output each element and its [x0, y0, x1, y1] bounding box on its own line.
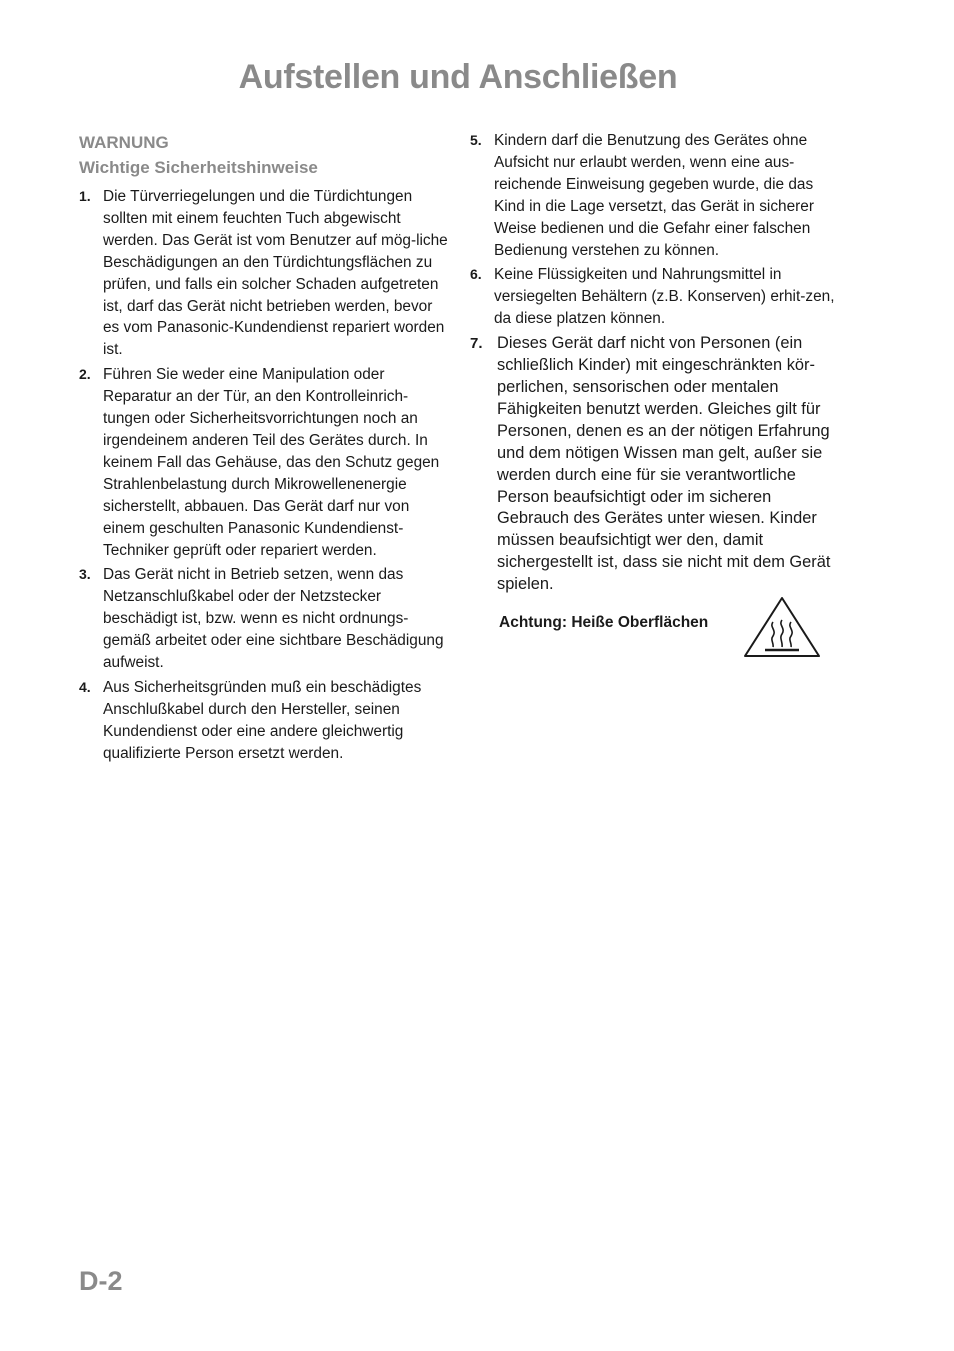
- item-number: 5.: [470, 132, 482, 148]
- item-number: 1.: [79, 188, 91, 204]
- page-number: D-2: [79, 1266, 123, 1296]
- right-column: [470, 130, 842, 599]
- warning-heading: WARNUNG: [79, 133, 169, 152]
- item-number: 3.: [79, 566, 91, 583]
- item-number: 2.: [79, 366, 91, 383]
- list-item: [79, 364, 451, 561]
- item-text: Aus Sicherheitsgründen muß ein beschädigtes Anschlußkabel durch den Hersteller, seinen Kundendienst oder eine andere gleichwertig qualifizierte Person ersetzt werden.: [103, 678, 422, 762]
- list-item: [79, 564, 451, 674]
- safety-list-right: [470, 130, 842, 596]
- item-text: Die Türverriegelungen und die Türdichtungen sollten mit einem feuchten Tuch abgewischt werden. Das Gerät ist vom Benutzer auf mög-liche Beschädigungen an den Türdichtungsflächen zu prüfen, und falls ein solcher Schaden aufgetreten ist, darf das Gerät nicht betrieben werden, bevor es vom Panasonic-Kundendienst repariert worden ist.: [103, 188, 448, 359]
- item-text: Das Gerät nicht in Betrieb setzen, wenn das Netzanschlußkabel oder der Netzstecker beschädigt ist, bzw. wenn es nicht ordnungs-gemäß arbeitet oder eine sichtbare Beschädigung aufweist.: [103, 566, 444, 672]
- item-text: Keine Flüssigkeiten und Nahrungsmittel in versiegelten Behältern (z.B. Konserven) erhit-zen, da diese platzen können.: [494, 266, 835, 328]
- list-item: [79, 186, 451, 361]
- item-text: Dieses Gerät darf nicht von Personen (ein schließlich Kinder) mit eingeschränkten kör-perlichen, sensorischen oder mentalen Fähigkeiten benutzt werden. Gleiches gilt für Personen, denen es an der nötigen Erfahrung und dem nötigen Wissen man gelt, außer sie werden durch eine für sie verantwortliche Person beaufsichtigt oder im sicheren Gebrauch des Gerätes unter wiesen. Kinder müssen beaufsichtigt wer den, damit sichergestellt ist, dass sie nicht mit dem Gerät spielen.: [497, 334, 831, 594]
- list-item: [79, 677, 451, 765]
- caution-label: Achtung: Heiße Oberflächen: [499, 614, 709, 631]
- item-number: 4.: [79, 678, 91, 695]
- safety-list-left: [79, 186, 451, 765]
- list-item: [470, 333, 842, 596]
- hot-surface-warning-icon: [743, 596, 821, 658]
- item-text: Führen Sie weder eine Manipulation oder Reparatur an der Tür, an den Kontrolleinrich-tungen oder Sicherheitsvorrichtungen noch an irgendeinem anderen Teil des Gerätes durch. In keinem Fall das Gehäuse, das den Schutz gegen Strahlenbelastung durch Mikrowellenenergie sicherstellt, abbauen. Das Gerät darf nur von einem geschulten Panasonic Kundendienst-Techniker geprüft oder repariert werden.: [103, 366, 440, 559]
- warning-subtitle: Wichtige Sicherheitshinweise: [79, 158, 318, 177]
- item-text: Kindern darf die Benutzung des Gerätes ohne Aufsicht nur erlaubt werden, wenn eine aus-reichende Einweisung gegeben wurde, die das Kind in die Lage versetzt, das Gerät in sicherer Weise bedienen und die Gefahr einer falschen Bedienung verstehen zu können.: [494, 132, 814, 259]
- page-title: Aufstellen und Anschließen: [238, 58, 678, 96]
- list-item: [470, 130, 842, 261]
- item-number: 6.: [470, 266, 482, 283]
- list-item: [470, 264, 842, 330]
- item-number: 7.: [470, 335, 483, 353]
- left-column: [79, 130, 451, 768]
